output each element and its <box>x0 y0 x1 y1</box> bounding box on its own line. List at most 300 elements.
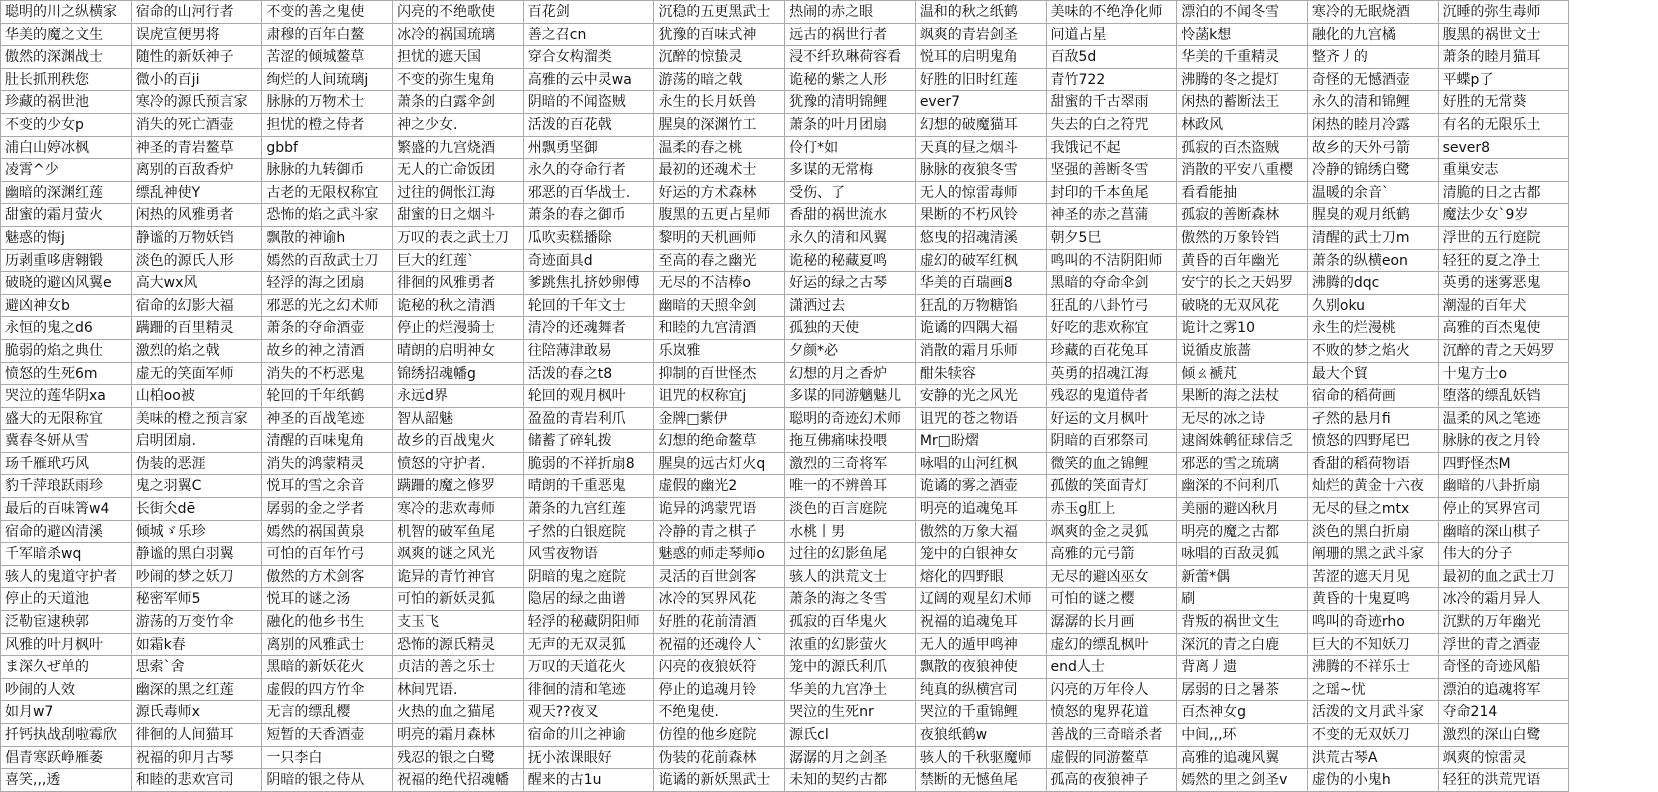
table-cell[interactable]: 永久的夺命行者 <box>524 159 655 182</box>
table-cell[interactable]: 和睦的悲欢宫司 <box>132 769 263 792</box>
table-cell[interactable]: 停止的天道池 <box>1 588 132 611</box>
table-cell[interactable]: 无言的缥乱樱 <box>262 701 393 724</box>
table-cell[interactable]: 消失的死亡酒壶 <box>132 114 263 137</box>
table-cell[interactable]: 最后的百味箐w4 <box>1 498 132 521</box>
table-cell[interactable]: 好运的绿之古琴 <box>785 272 916 295</box>
table-cell[interactable]: 宿命的避凶清溪 <box>1 521 132 544</box>
table-cell[interactable]: 潮湿的百年犬 <box>1439 295 1570 318</box>
table-cell[interactable]: 过往的幻影鱼尾 <box>785 543 916 566</box>
table-cell[interactable]: 腥臭的远古灯火q <box>654 453 785 476</box>
table-cell[interactable]: 伶仃*如 <box>785 137 916 160</box>
table-cell[interactable]: 美丽的避凶秋月 <box>1177 498 1308 521</box>
table-cell[interactable]: 华美的九宫净土 <box>785 679 916 702</box>
table-cell[interactable]: 飒爽的金之灵狐 <box>1047 521 1178 544</box>
table-cell[interactable]: 永生的烂漫桃 <box>1308 317 1439 340</box>
table-cell[interactable]: 故乡的天外弓箭 <box>1308 137 1439 160</box>
table-cell[interactable]: 珍藏的百花兔耳 <box>1047 340 1178 363</box>
table-cell[interactable]: 明亮的霜月森林 <box>393 724 524 747</box>
table-cell[interactable]: 清醒的百味鬼角 <box>262 430 393 453</box>
table-cell[interactable]: 幽暗的八卦折扇 <box>1439 475 1570 498</box>
table-cell[interactable]: 骇人的洪荒文士 <box>785 566 916 589</box>
table-cell[interactable]: 英勇的招魂江海 <box>1047 363 1178 386</box>
table-cell[interactable]: ま深久ぜ单的 <box>1 656 132 679</box>
table-cell[interactable]: 朝夕5巳 <box>1047 227 1178 250</box>
table-cell[interactable]: 孑然的悬月fi <box>1308 408 1439 431</box>
table-cell[interactable]: 犹豫的清明锦鲤 <box>785 91 916 114</box>
table-cell[interactable]: 漂泊的不闻冬雪 <box>1177 1 1308 24</box>
table-cell[interactable]: sever8 <box>1439 137 1570 160</box>
table-cell[interactable]: 咏唱的百敌灵狐 <box>1177 543 1308 566</box>
table-cell[interactable]: 浸不纤玖琳荷容看 <box>785 46 916 69</box>
table-cell[interactable]: 傲然的方术剑客 <box>262 566 393 589</box>
table-cell[interactable]: 浮世的五行庭院 <box>1439 227 1570 250</box>
table-cell[interactable]: 融化的他乡书生 <box>262 611 393 634</box>
table-cell[interactable]: 诅咒的权称宜j <box>654 385 785 408</box>
table-cell[interactable]: 倡青寒跃峥雁萎 <box>1 747 132 770</box>
table-cell[interactable]: 吵闹的人效 <box>1 679 132 702</box>
table-cell[interactable]: 禁断的无憾鱼尾 <box>916 769 1047 792</box>
table-cell[interactable]: 问道占星 <box>1047 24 1178 47</box>
table-cell[interactable]: 天真的昼之烟斗 <box>916 137 1047 160</box>
table-cell[interactable]: 可怕的百年竹弓 <box>262 543 393 566</box>
table-cell[interactable]: 伟大的分子 <box>1439 543 1570 566</box>
table-cell[interactable]: 嫣然的祸国黄泉 <box>262 521 393 544</box>
table-cell[interactable]: 聪明的奇迹幻术师 <box>785 408 916 431</box>
table-cell[interactable]: 轮回的千年文士 <box>524 295 655 318</box>
table-cell[interactable]: 夜狼纸鹤w <box>916 724 1047 747</box>
table-cell[interactable]: 冷静的锦绣白鹭 <box>1308 159 1439 182</box>
table-cell[interactable]: 善之召cn <box>524 24 655 47</box>
table-cell[interactable]: 华美的百瑞画8 <box>916 272 1047 295</box>
table-cell[interactable]: 不变的少女p <box>1 114 132 137</box>
table-cell[interactable]: 冰冷的祸国琉璃 <box>393 24 524 47</box>
table-cell[interactable]: 潺潺的长月画 <box>1047 611 1178 634</box>
table-cell[interactable]: 华美的千重精灵 <box>1177 46 1308 69</box>
table-cell[interactable]: 停止的烂漫骑士 <box>393 317 524 340</box>
table-cell[interactable]: 高雅的元弓箭 <box>1047 543 1178 566</box>
table-cell[interactable]: 倾城ゞ乐珍 <box>132 521 263 544</box>
table-cell[interactable]: 诡秘的秘藏夏鸣 <box>785 250 916 273</box>
table-cell[interactable]: 闪亮的不绝歌使 <box>393 1 524 24</box>
table-cell[interactable]: 腥臭的深渊竹工 <box>654 114 785 137</box>
table-cell[interactable]: 爹跳焦扎挤妙卵傅 <box>524 272 655 295</box>
table-cell[interactable]: 机智的破军鱼尾 <box>393 521 524 544</box>
table-cell[interactable]: 永久的清和风翼 <box>785 227 916 250</box>
table-cell[interactable]: 繁盛的九宫烧酒 <box>393 137 524 160</box>
table-cell[interactable]: 善战的三奇暗杀者 <box>1047 724 1178 747</box>
table-cell[interactable]: 穿合女构溜类 <box>524 46 655 69</box>
table-cell[interactable]: 活泼的百花戟 <box>524 114 655 137</box>
table-cell[interactable]: 悦耳的启明鬼角 <box>916 46 1047 69</box>
table-cell[interactable]: 轻浮的秘藏阴阳师 <box>524 611 655 634</box>
table-cell[interactable]: 盛大的无限称宜 <box>1 408 132 431</box>
table-cell[interactable]: 锦绣招魂幡g <box>393 363 524 386</box>
table-cell[interactable]: 腹黑的祸世文士 <box>1439 24 1570 47</box>
table-cell[interactable]: 冀春冬妍从雪 <box>1 430 132 453</box>
table-cell[interactable]: 孑然的白银庭院 <box>524 521 655 544</box>
table-cell[interactable]: 诡秘的紫之人形 <box>785 69 916 92</box>
table-cell[interactable]: 闪亮的夜狼妖符 <box>654 656 785 679</box>
table-cell[interactable]: 热闹的赤之眼 <box>785 1 916 24</box>
table-cell[interactable]: 蹒跚的魔之修罗 <box>393 475 524 498</box>
table-cell[interactable]: 永生的长月妖兽 <box>654 91 785 114</box>
table-cell[interactable]: 失去的白之符咒 <box>1047 114 1178 137</box>
table-cell[interactable]: 香甜的祸世流水 <box>785 204 916 227</box>
table-cell[interactable]: 好胜的花前清酒 <box>654 611 785 634</box>
table-cell[interactable]: 祝福的追魂兔耳 <box>916 611 1047 634</box>
table-cell[interactable]: 静谧的万物妖铛 <box>132 227 263 250</box>
table-cell[interactable]: 静谧的黑白羽翼 <box>132 543 263 566</box>
table-cell[interactable]: 嫣然的百敌武士刀 <box>262 250 393 273</box>
table-cell[interactable]: 远古的祸世行者 <box>785 24 916 47</box>
table-cell[interactable]: 离别的百敌香炉 <box>132 159 263 182</box>
table-cell[interactable]: 熔化的四野眼 <box>916 566 1047 589</box>
table-cell[interactable]: 看看能抽 <box>1177 182 1308 205</box>
table-cell[interactable]: 哭泣的千重锦鲤 <box>916 701 1047 724</box>
table-cell[interactable]: 冷静的青之棋子 <box>654 521 785 544</box>
table-cell[interactable]: 避凶神女b <box>1 295 132 318</box>
table-cell[interactable]: 抚小浓课眼好 <box>524 747 655 770</box>
table-cell[interactable]: 悦耳的谜之汤 <box>262 588 393 611</box>
table-cell[interactable]: 悠曳的招魂清溪 <box>916 227 1047 250</box>
table-cell[interactable]: 肃穆的百年白鳌 <box>262 24 393 47</box>
table-cell[interactable]: 秘密军师5 <box>132 588 263 611</box>
table-cell[interactable]: 咏唱的山河红枫 <box>916 453 1047 476</box>
table-cell[interactable]: 邪恶的光之幻术师 <box>262 295 393 318</box>
table-cell[interactable]: 和睦的九宫清酒 <box>654 317 785 340</box>
table-cell[interactable]: 浓重的幻影萤火 <box>785 634 916 657</box>
table-cell[interactable]: 游荡的暗之戟 <box>654 69 785 92</box>
table-cell[interactable]: 纯真的纵横宫司 <box>916 679 1047 702</box>
table-cell[interactable]: 宿命的山河行者 <box>132 1 263 24</box>
table-cell[interactable]: 鬼之羽翼C <box>132 475 263 498</box>
table-cell[interactable]: 孤独的天使 <box>785 317 916 340</box>
table-cell[interactable]: 好胜的旧时红莲 <box>916 69 1047 92</box>
table-cell[interactable]: 灿烂的黄金十六夜 <box>1308 475 1439 498</box>
table-cell[interactable]: 潺潺的月之剑圣 <box>785 747 916 770</box>
table-cell[interactable]: 幻想的破魔猫耳 <box>916 114 1047 137</box>
table-cell[interactable]: 淡色的黑白折扇 <box>1308 521 1439 544</box>
table-cell[interactable]: 拖互佛痛味投喂 <box>785 430 916 453</box>
table-cell[interactable]: 好运的文月枫叶 <box>1047 408 1178 431</box>
table-cell[interactable]: 虚幻的缥乱枫叶 <box>1047 634 1178 657</box>
table-cell[interactable]: 萧条的春之御币 <box>524 204 655 227</box>
table-cell[interactable]: 激烈的三奇将军 <box>785 453 916 476</box>
table-cell[interactable]: 英勇的迷雾恶鬼 <box>1439 272 1570 295</box>
table-cell[interactable]: 缥乱神使Y <box>132 182 263 205</box>
table-cell[interactable]: 甜蜜的霜月萤火 <box>1 204 132 227</box>
table-cell[interactable]: 清冷的还魂舞者 <box>524 317 655 340</box>
table-cell[interactable]: 逮阁姝鹌征球信乏 <box>1177 430 1308 453</box>
table-cell[interactable]: 源氏毒师x <box>132 701 263 724</box>
table-cell[interactable]: 高大wx风 <box>132 272 263 295</box>
table-cell[interactable]: 无尽的避凶巫女 <box>1047 566 1178 589</box>
table-cell[interactable]: 最大个貿 <box>1308 363 1439 386</box>
table-cell[interactable]: 冰冷的冥界风花 <box>654 588 785 611</box>
table-cell[interactable]: 幽深的不问利爪 <box>1177 475 1308 498</box>
table-cell[interactable]: 清脆的日之古都 <box>1439 182 1570 205</box>
table-cell[interactable]: 安宁的长之天妈罗 <box>1177 272 1308 295</box>
table-cell[interactable]: 无尽的冰之诗 <box>1177 408 1308 431</box>
table-cell[interactable]: 储蓄了碎轧拨 <box>524 430 655 453</box>
table-cell[interactable]: 闲热的风雅勇者 <box>132 204 263 227</box>
table-cell[interactable]: 高雅的百杰鬼使 <box>1439 317 1570 340</box>
table-cell[interactable]: 傲然的万象铃铛 <box>1177 227 1308 250</box>
table-cell[interactable]: 美味的不绝净化师 <box>1047 1 1178 24</box>
table-cell[interactable]: 甜蜜的日之烟斗 <box>393 204 524 227</box>
table-cell[interactable]: 轮回的千年纸鹤 <box>262 385 393 408</box>
table-cell[interactable]: 萧条的夺命酒壶 <box>262 317 393 340</box>
table-cell[interactable]: 脉脉的夜之月铃 <box>1439 430 1570 453</box>
table-cell[interactable]: 抑制的百世怪杰 <box>654 363 785 386</box>
table-cell[interactable]: 漂泊的追魂将军 <box>1439 679 1570 702</box>
table-cell[interactable]: 误虎宣便男将 <box>132 24 263 47</box>
table-cell[interactable]: 虚无的笑面军师 <box>132 363 263 386</box>
table-cell[interactable]: 十鬼方士o <box>1439 363 1570 386</box>
table-cell[interactable]: 黑暗的夺命伞剑 <box>1047 272 1178 295</box>
table-cell[interactable]: 徘徊的清和笔迹 <box>524 679 655 702</box>
table-cell[interactable]: 魅惑的悔j <box>1 227 132 250</box>
table-cell[interactable]: 香甜的稻荷物语 <box>1308 453 1439 476</box>
table-cell[interactable]: 沉醉的青之天妈罗 <box>1439 340 1570 363</box>
table-cell[interactable]: 仿徨的他乡庭院 <box>654 724 785 747</box>
table-cell[interactable]: 晴朗的千重恶鬼 <box>524 475 655 498</box>
table-cell[interactable]: 整齐丿的 <box>1308 46 1439 69</box>
table-cell[interactable]: 停止的冥界宫司 <box>1439 498 1570 521</box>
table-cell[interactable]: 伪装的花前森林 <box>654 747 785 770</box>
table-cell[interactable]: 担忧的橙之侍者 <box>262 114 393 137</box>
table-cell[interactable]: 多谋的无常梅 <box>785 159 916 182</box>
table-cell[interactable]: 担忧的遮天国 <box>393 46 524 69</box>
table-cell[interactable]: 如月w7 <box>1 701 132 724</box>
table-cell[interactable]: 苦涩的遮天月见 <box>1308 566 1439 589</box>
table-cell[interactable]: 背叛的祸世文生 <box>1177 611 1308 634</box>
table-cell[interactable]: 虚幻的破军红枫 <box>916 250 1047 273</box>
table-cell[interactable]: 阐珊的黑之武斗家 <box>1308 543 1439 566</box>
table-cell[interactable]: 美味的橙之预言家 <box>132 408 263 431</box>
table-cell[interactable]: 活泼的春之t8 <box>524 363 655 386</box>
table-cell[interactable]: 祝福的卯月古琴 <box>132 747 263 770</box>
table-cell[interactable]: 孤傲的笑面青灯 <box>1047 475 1178 498</box>
table-cell[interactable]: 愤怒的生死6m <box>1 363 132 386</box>
table-cell[interactable]: 沸腾的冬之提灯 <box>1177 69 1308 92</box>
table-cell[interactable]: 宿命的川之神谕 <box>524 724 655 747</box>
table-cell[interactable]: 好胜的无常葵 <box>1439 91 1570 114</box>
table-cell[interactable]: 一只李白 <box>262 747 393 770</box>
table-cell[interactable]: 飒爽的惊雷灵 <box>1439 747 1570 770</box>
table-cell[interactable]: 智从韶魅 <box>393 408 524 431</box>
table-cell[interactable]: 故乡的百战鬼火 <box>393 430 524 453</box>
table-cell[interactable]: 奇怪的无憾酒壶 <box>1308 69 1439 92</box>
table-cell[interactable]: 唯一的不辨兽耳 <box>785 475 916 498</box>
table-cell[interactable]: 长街仌dē <box>132 498 263 521</box>
table-cell[interactable]: 久别oku <box>1308 295 1439 318</box>
table-cell[interactable]: 孱弱的金之学者 <box>262 498 393 521</box>
table-cell[interactable]: 脉脉的夜狼冬雪 <box>916 159 1047 182</box>
table-cell[interactable]: 不变的弥生鬼角 <box>393 69 524 92</box>
table-cell[interactable]: 浦白山婷冰枫 <box>1 137 132 160</box>
table-cell[interactable]: 骇人的千秋驱魔师 <box>916 747 1047 770</box>
table-cell[interactable]: 不败的梦之焰火 <box>1308 340 1439 363</box>
table-cell[interactable]: 说循皮旅蔷 <box>1177 340 1308 363</box>
table-cell[interactable]: 不变的善之鬼使 <box>262 1 393 24</box>
table-cell[interactable]: 幽暗的深渊红莲 <box>1 182 132 205</box>
table-cell[interactable]: 脆弱的焰之典仕 <box>1 340 132 363</box>
table-cell[interactable]: 轻狂的夏之净土 <box>1439 250 1570 273</box>
table-cell[interactable]: 喜笑,,,透 <box>1 769 132 792</box>
table-cell[interactable]: 州飘勇坚御 <box>524 137 655 160</box>
table-cell[interactable]: 黄昏的百年幽光 <box>1177 250 1308 273</box>
table-cell[interactable]: 微笑的血之锦鲤 <box>1047 453 1178 476</box>
table-cell[interactable]: 游荡的万变竹伞 <box>132 611 263 634</box>
table-cell[interactable]: 扦钙执战刮啦霉欣 <box>1 724 132 747</box>
table-cell[interactable]: 沸腾的不祥乐士 <box>1308 656 1439 679</box>
table-cell[interactable]: 邪恶的雪之琉璃 <box>1177 453 1308 476</box>
table-cell[interactable]: 水桃丨男 <box>785 521 916 544</box>
table-cell[interactable]: 浮世的青之酒壶 <box>1439 634 1570 657</box>
table-cell[interactable]: 消失的不朽恶鬼 <box>262 363 393 386</box>
table-cell[interactable]: 闲热的蓄断法王 <box>1177 91 1308 114</box>
table-cell[interactable]: 赤玉g肛上 <box>1047 498 1178 521</box>
table-cell[interactable]: 夕颜*必 <box>785 340 916 363</box>
table-cell[interactable]: 幻想的月之香炉 <box>785 363 916 386</box>
table-cell[interactable]: 笼中的白银神女 <box>916 543 1047 566</box>
table-cell[interactable]: 诡计之雾10 <box>1177 317 1308 340</box>
table-cell[interactable]: 黑暗的新妖花火 <box>262 656 393 679</box>
table-cell[interactable]: 脉脉的九转御币 <box>262 159 393 182</box>
table-cell[interactable]: 温和的秋之纸鹤 <box>916 1 1047 24</box>
table-cell[interactable]: 离别的风雅武士 <box>262 634 393 657</box>
table-cell[interactable]: 醒来的古1u <box>524 769 655 792</box>
table-cell[interactable]: 萧条的九宫红莲 <box>524 498 655 521</box>
table-cell[interactable]: 绚烂的人间琉璃j <box>262 69 393 92</box>
table-cell[interactable]: 至高的春之幽光 <box>654 250 785 273</box>
table-cell[interactable]: 思索`舍 <box>132 656 263 679</box>
table-cell[interactable]: 好吃的悲欢称宜 <box>1047 317 1178 340</box>
table-cell[interactable]: 新蕾*偶 <box>1177 566 1308 589</box>
table-cell[interactable]: 飘散的神谕h <box>262 227 393 250</box>
table-cell[interactable]: 古老的无限权称宜 <box>262 182 393 205</box>
table-cell[interactable]: 最初的还魂术士 <box>654 159 785 182</box>
table-cell[interactable]: 源氏cl <box>785 724 916 747</box>
table-cell[interactable]: 轮回的观月枫叶 <box>524 385 655 408</box>
table-cell[interactable]: 孱弱的日之暑茶 <box>1177 679 1308 702</box>
table-cell[interactable]: 观天??夜叉 <box>524 701 655 724</box>
table-cell[interactable]: 无声的无双灵狐 <box>524 634 655 657</box>
table-cell[interactable]: 愤怒的鬼界花道 <box>1047 701 1178 724</box>
table-cell[interactable]: 蹒跚的百里精灵 <box>132 317 263 340</box>
table-cell[interactable]: 萧条的海之冬雪 <box>785 588 916 611</box>
table-cell[interactable]: 魅惑的师走琴师o <box>654 543 785 566</box>
table-cell[interactable]: 林间咒语. <box>393 679 524 702</box>
table-cell[interactable]: 神圣的百战笔迹 <box>262 408 393 431</box>
table-cell[interactable]: 豹千萍琅跃雨珍 <box>1 475 132 498</box>
table-cell[interactable]: 无尽的不洁棒o <box>654 272 785 295</box>
table-cell[interactable]: 可怕的谜之樱 <box>1047 588 1178 611</box>
table-cell[interactable]: 永久的清和锦鲤 <box>1308 91 1439 114</box>
table-cell[interactable]: 清醒的武士刀m <box>1308 227 1439 250</box>
table-cell[interactable]: 诡秘的秋之清酒 <box>393 295 524 318</box>
table-cell[interactable]: 激烈的深山白鹭 <box>1439 724 1570 747</box>
table-cell[interactable]: 伪装的恶涯 <box>132 453 263 476</box>
table-cell[interactable]: 果断的海之法杖 <box>1177 385 1308 408</box>
table-cell[interactable]: 高雅的云中灵wa <box>524 69 655 92</box>
table-cell[interactable]: 阴暗的不闻盗贼 <box>524 91 655 114</box>
table-cell[interactable]: 消散的霜月乐师 <box>916 340 1047 363</box>
table-cell[interactable]: 哭泣的生死nr <box>785 701 916 724</box>
table-cell[interactable]: 宿命的幻影大福 <box>132 295 263 318</box>
table-cell[interactable]: 夺命214 <box>1439 701 1570 724</box>
table-cell[interactable]: 孤寂的百华鬼火 <box>785 611 916 634</box>
table-cell[interactable]: 万叹的表之武士刀 <box>393 227 524 250</box>
table-cell[interactable]: 青竹722 <box>1047 69 1178 92</box>
table-cell[interactable]: 安静的光之风光 <box>916 385 1047 408</box>
table-cell[interactable]: 残忍的鬼道侍者 <box>1047 385 1178 408</box>
table-cell[interactable]: 深沉的青之白鹿 <box>1177 634 1308 657</box>
table-cell[interactable]: 虚假的四方竹伞 <box>262 679 393 702</box>
table-cell[interactable]: 温暖的余音` <box>1308 182 1439 205</box>
table-cell[interactable]: 重巢安志 <box>1439 159 1570 182</box>
table-cell[interactable]: 瓜吹卖糕播除 <box>524 227 655 250</box>
table-cell[interactable]: 飘散的夜狼神使 <box>916 656 1047 679</box>
table-cell[interactable]: 闲热的睦月冷露 <box>1308 114 1439 137</box>
table-cell[interactable]: 愤怒的四野尾巴 <box>1308 430 1439 453</box>
table-cell[interactable]: 华美的魔之文生 <box>1 24 132 47</box>
table-cell[interactable]: 脆弱的不祥折扇8 <box>524 453 655 476</box>
table-cell[interactable]: 玚千雁玳巧风 <box>1 453 132 476</box>
table-cell[interactable]: 寒冷的源氏预言家 <box>132 91 263 114</box>
table-cell[interactable]: 犹豫的百味式神 <box>654 24 785 47</box>
table-cell[interactable]: 破晓的无双风花 <box>1177 295 1308 318</box>
table-cell[interactable]: 温柔的风之笔迹 <box>1439 408 1570 431</box>
table-cell[interactable]: 孤寂的善断森林 <box>1177 204 1308 227</box>
table-cell[interactable]: 微小的百ji <box>132 69 263 92</box>
table-cell[interactable]: 残忍的银之白鹭 <box>393 747 524 770</box>
table-cell[interactable]: 历剥重哆唐翱锻 <box>1 250 132 273</box>
table-cell[interactable]: 辽阔的观星幻术师 <box>916 588 1047 611</box>
table-cell[interactable]: 淡色的百言庭院 <box>785 498 916 521</box>
table-cell[interactable]: 支玉飞 <box>393 611 524 634</box>
table-cell[interactable]: 不绝鬼使. <box>654 701 785 724</box>
table-cell[interactable]: 魔法少女`9岁 <box>1439 204 1570 227</box>
table-cell[interactable]: 宿命的稻荷画 <box>1308 385 1439 408</box>
table-cell[interactable]: 消失的鸿蒙精灵 <box>262 453 393 476</box>
table-cell[interactable]: 淡色的源氏人形 <box>132 250 263 273</box>
table-cell[interactable]: 平蝶p了 <box>1439 69 1570 92</box>
table-cell[interactable]: 阴暗的百邪祭司 <box>1047 430 1178 453</box>
table-cell[interactable]: 冰冷的霜月异人 <box>1439 588 1570 611</box>
table-cell[interactable]: 背离丿遗 <box>1177 656 1308 679</box>
table-cell[interactable]: 诡异的鸿蒙咒语 <box>654 498 785 521</box>
table-cell[interactable]: 破晓的避凶风翼e <box>1 272 132 295</box>
table-cell[interactable]: 封印的千本鱼尾 <box>1047 182 1178 205</box>
table-cell[interactable]: 多谋的同游魑魅儿 <box>785 385 916 408</box>
table-cell[interactable]: 幽暗的深山棋子 <box>1439 521 1570 544</box>
table-cell[interactable]: gbbf <box>262 137 393 160</box>
table-cell[interactable]: 奇怪的奇迹风船 <box>1439 656 1570 679</box>
table-cell[interactable]: 恐怖的源氏精灵 <box>393 634 524 657</box>
table-cell[interactable]: 吵闹的梦之妖刀 <box>132 566 263 589</box>
table-cell[interactable]: 幽暗的天照伞剑 <box>654 295 785 318</box>
table-cell[interactable]: 沸腾的dqc <box>1308 272 1439 295</box>
table-cell[interactable]: 闪亮的万年伶人 <box>1047 679 1178 702</box>
table-cell[interactable]: 倾ㄠ褫芃 <box>1177 363 1308 386</box>
table-cell[interactable]: 金牌□紫伊 <box>654 408 785 431</box>
table-cell[interactable]: 腹黑的五更占星师 <box>654 204 785 227</box>
table-cell[interactable]: 明亮的魔之古都 <box>1177 521 1308 544</box>
table-cell[interactable]: 随性的新妖神子 <box>132 46 263 69</box>
table-cell[interactable]: 轻狂的洪荒咒语 <box>1439 769 1570 792</box>
